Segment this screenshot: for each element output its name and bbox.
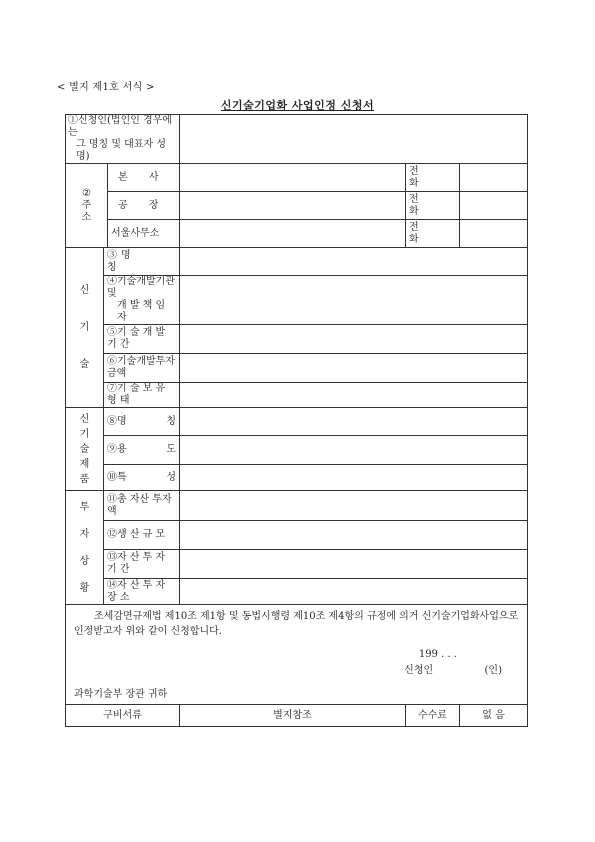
invest-location-value[interactable] xyxy=(180,579,528,605)
new-tech-group-char: 기 xyxy=(79,322,90,333)
applicant-label xyxy=(66,115,180,164)
document-title: 신기술기업화 사업인정 신청서 xyxy=(220,99,375,112)
address-row-factory xyxy=(66,192,528,220)
phone-value[interactable] xyxy=(460,164,528,192)
tech-investment-label: ⑥기술개발투자금액 xyxy=(104,354,180,383)
fee-label: 수수료 xyxy=(406,705,460,727)
investment-group-char: 투 xyxy=(79,501,90,513)
new-product-group-char: 기 xyxy=(79,428,90,440)
new-tech-group-char: 술 xyxy=(79,359,90,370)
invest-total-value[interactable] xyxy=(180,491,528,521)
invest-total-label: ⑪총 자산 투자액 xyxy=(104,491,180,521)
address-value-seoul-office[interactable] xyxy=(180,220,406,248)
tech-row-period xyxy=(66,325,528,354)
tech-ownership-value[interactable] xyxy=(180,383,528,408)
address-value-factory[interactable] xyxy=(180,192,406,220)
invest-scale-value[interactable] xyxy=(180,521,528,550)
address-group-char: 소 xyxy=(81,211,92,223)
phone-label: 전 화 xyxy=(406,164,460,192)
phone-value[interactable] xyxy=(460,192,528,220)
tech-developer-value[interactable] xyxy=(180,276,528,325)
phone-label: 전 화 xyxy=(406,192,460,220)
application-form xyxy=(65,114,528,727)
product-row-use xyxy=(66,436,528,465)
investment-group-label xyxy=(66,491,104,605)
product-row-feature xyxy=(66,465,528,491)
product-name-char-a: 명 xyxy=(117,415,127,427)
product-name-char-b: 칭 xyxy=(166,415,176,427)
product-feature-char-a: 특 xyxy=(117,471,127,483)
applicant-label-line2: 그 명칭 및 대표자 성명) xyxy=(76,139,166,162)
address-label-seoul-office: 서울사무소 xyxy=(108,220,180,248)
required-docs-label: 구비서류 xyxy=(66,705,180,727)
tech-investment-value[interactable] xyxy=(180,354,528,383)
investment-group-char: 자 xyxy=(79,528,90,540)
product-use-value[interactable] xyxy=(180,436,528,465)
invest-row-scale xyxy=(66,521,528,550)
signature-line xyxy=(66,665,527,677)
applicant-row xyxy=(66,115,528,164)
product-name-value[interactable] xyxy=(180,408,528,436)
investment-group-char: 황 xyxy=(79,582,90,594)
invest-period-label: ⑬자 산 투 자 기 간 xyxy=(104,550,180,579)
product-name-label xyxy=(104,408,180,436)
declaration-row xyxy=(66,605,528,705)
product-feature-char-b: 성 xyxy=(166,471,176,483)
product-feature-value[interactable] xyxy=(180,465,528,491)
invest-period-value[interactable] xyxy=(180,550,528,579)
invest-row-period xyxy=(66,550,528,579)
new-product-group-char: 제 xyxy=(79,458,90,470)
applicant-value[interactable] xyxy=(180,115,528,164)
product-use-char-b: 도 xyxy=(166,444,176,455)
application-date[interactable]: 199 . . . xyxy=(418,649,457,660)
declaration-text: 조세감면규제법 제10조 제1항 및 동법시행령 제10조 제4항의 규정에 의거 신기술기업화사업으로 인정받고자 위와 같이 신청합니다. xyxy=(74,611,519,637)
phone-label: 전 화 xyxy=(406,220,460,248)
tech-developer-label-line1: ④기술개발기관 및 xyxy=(107,276,175,299)
address-group-label xyxy=(66,164,108,248)
invest-row-total xyxy=(66,491,528,521)
form-number: < 별지 제1호 서식 > xyxy=(57,82,155,93)
tech-row-developer xyxy=(66,276,528,325)
new-product-group-char: 품 xyxy=(79,473,90,485)
tech-name-value[interactable] xyxy=(180,248,528,276)
product-use-label xyxy=(104,436,180,465)
new-product-group-label xyxy=(66,408,104,491)
address-value-head-office[interactable] xyxy=(180,164,406,192)
tech-developer-label xyxy=(104,276,180,325)
product-row-name xyxy=(66,408,528,436)
tech-developer-label-line2: 개 발 책 임 자 xyxy=(117,300,166,323)
recipient: 과학기술부 장관 귀하 xyxy=(74,689,168,700)
footer-row xyxy=(66,705,528,727)
phone-value[interactable] xyxy=(460,220,528,248)
address-row-head-office xyxy=(66,164,528,192)
address-label-head-office: 본 사 xyxy=(108,164,180,192)
address-group-char: 주 xyxy=(81,199,92,211)
product-feature-num: ⑩ xyxy=(107,471,117,483)
fee-value: 없 음 xyxy=(460,705,528,727)
product-use-num: ⑨ xyxy=(107,444,117,455)
new-tech-group-char: 신 xyxy=(79,285,90,296)
address-label-factory: 공 장 xyxy=(108,192,180,220)
required-docs-value: 별지참조 xyxy=(180,705,406,727)
signer-label: 신청인 xyxy=(404,665,434,676)
declaration-cell xyxy=(66,605,528,705)
tech-ownership-label: ⑦기 술 보 유 형 태 xyxy=(104,383,180,408)
tech-row-investment xyxy=(66,354,528,383)
product-use-char-a: 용 xyxy=(117,444,127,455)
tech-row-ownership xyxy=(66,383,528,408)
invest-row-location xyxy=(66,579,528,605)
investment-group-char: 상 xyxy=(79,555,90,567)
tech-period-label: ⑤기 술 개 발 기 간 xyxy=(104,325,180,354)
tech-row-name xyxy=(66,248,528,276)
tech-period-value[interactable] xyxy=(180,325,528,354)
new-product-group-char: 신 xyxy=(79,413,90,425)
tech-name-label: ③명 칭 xyxy=(104,248,180,276)
address-row-seoul-office xyxy=(66,220,528,248)
applicant-label-line1: ①신청인(법인인 경우에는 xyxy=(68,115,173,138)
seal-mark: (인) xyxy=(484,665,502,676)
invest-scale-label: ⑫생 산 규 모 xyxy=(104,521,180,550)
new-product-group-char: 술 xyxy=(79,443,90,455)
product-name-num: ⑧ xyxy=(107,415,117,427)
product-feature-label xyxy=(104,465,180,491)
new-tech-group-label xyxy=(66,248,104,408)
invest-location-label: ⑭자 산 투 자 장 소 xyxy=(104,579,180,605)
address-group-number: ② xyxy=(82,187,91,199)
